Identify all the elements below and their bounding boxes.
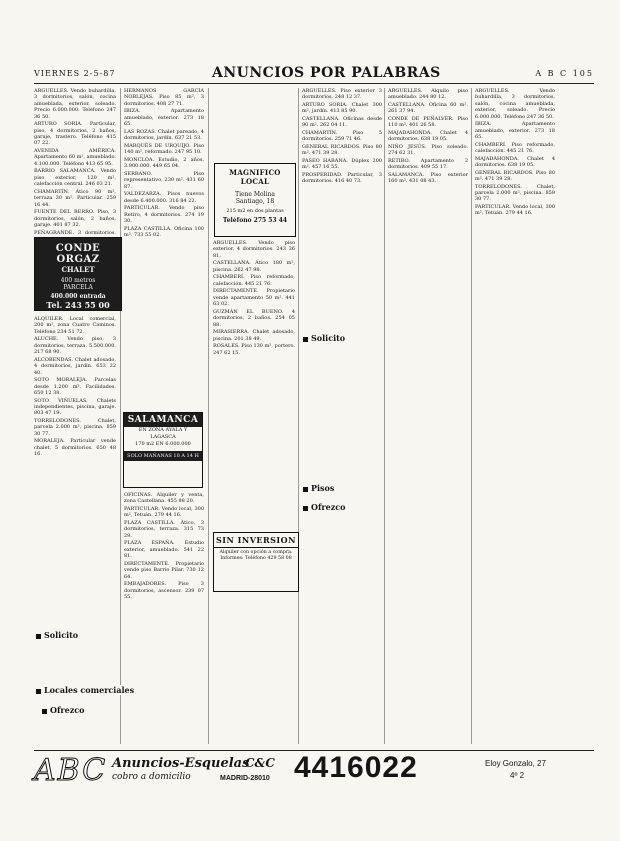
column-6 — [475, 88, 555, 744]
column-2-lower — [124, 492, 204, 744]
ad-line: Tiene Molina — [235, 191, 275, 198]
ad-title: SIN INVERSION — [214, 533, 298, 548]
ad-title: CONDE ORGAZ — [55, 243, 101, 265]
classified-ad: GUZMÁN EL BUENO. 4 dormitorios, 2 baños. 254 05 88. — [213, 308, 295, 328]
column-4 — [302, 88, 382, 744]
section-heading: Ofrezco — [42, 705, 84, 715]
square-bullet-icon — [36, 689, 41, 694]
ad-line: 215 m2 en dos plantas — [226, 208, 284, 214]
column-1-lower — [34, 316, 116, 744]
column-2 — [124, 88, 204, 408]
conde-orgaz-ad — [34, 237, 122, 311]
classified-ad: CASTELLANA. Oficinas desde 90 m². 262 04 11. — [302, 116, 382, 129]
square-bullet-icon — [42, 709, 47, 714]
classified-ad: ROSALES. Piso 130 m², portero. 247 62 15. — [213, 343, 295, 356]
footer-phone: 4416022 — [294, 751, 418, 784]
classified-ad: RETIRO. Apartamento 2 dormitorios. 409 55 17. — [388, 158, 468, 171]
column-1 — [34, 88, 116, 234]
classified-ad: ARTURO SORIA. Particular, piso, 4 dormitorios, 2 baños, garaje, trastero. Teléfono 415 07 22. — [34, 121, 116, 147]
ad-text: Alquiler con opción a compra. Informes: Teléfono 429 58 08 — [219, 550, 293, 561]
classified-ad: DIRECTAMENTE. Propietario vende piso Barrio Pilar. 730 12 64. — [124, 560, 204, 580]
square-bullet-icon — [303, 487, 308, 492]
classified-ad: ALQUILER. Local comercial, 200 m², zona Cuatro Caminos. Teléfono 234 51 72. — [34, 316, 116, 335]
classified-ad: ALCOBENDAS. Chalet adosado, 4 dormitorios, jardín. 653 22 40. — [34, 356, 116, 376]
classified-ad: CHAMARTÍN. Piso 5 dormitorios. 259 71 46. — [302, 130, 382, 143]
section-heading: Solicito — [36, 630, 78, 640]
classified-ad: AVENIDA AMÉRICA. Apartamento 60 m², amueblado. 4.100.000. Teléfono 413 65 95. — [34, 148, 116, 167]
ad-subtitle: CHALET — [61, 265, 95, 274]
section-heading: Solicito — [303, 333, 345, 343]
section-title: ANUNCIOS POR PALABRAS — [212, 65, 441, 81]
classified-ad: NIÑO JESÚS. Piso soleado. 274 62 31. — [388, 144, 468, 157]
classified-ad: ARGUELLES. Piso exterior 3 dormitorios. 248 12 37. — [302, 88, 382, 101]
classified-ad: IBIZA. Apartamento amueblado, exterior. 273 18 65. — [475, 121, 555, 141]
column-3 — [213, 240, 295, 526]
sin-inversion-ad — [213, 532, 299, 592]
classified-ad: CASTELLANA. Ático 180 m², piscina. 262 47 98. — [213, 260, 295, 273]
magnifico-local-ad — [214, 163, 296, 237]
classified-ad: PLAZA CASTILLA. Ático, 3 dormitorios, terraza. 315 73 29. — [124, 520, 204, 539]
classified-ad: MIRASIERRA. Chalet adosado, piscina. 201 38 49. — [213, 329, 295, 342]
section-heading: Pisos — [303, 483, 334, 493]
issue-date: VIERNES 2-5-87 — [34, 69, 116, 78]
footer-banner — [34, 750, 594, 787]
classified-ad: FUENTE DEL BERRO. Piso, 3 dormitorios, salón, 2 baños, garaje. 401 87 32. — [34, 209, 116, 229]
section-heading: Locales comerciales — [36, 685, 134, 695]
square-bullet-icon — [36, 634, 41, 639]
classified-ad: MAJADAHONDA. Chalet 4 dormitorios. 638 19 05. — [388, 130, 468, 143]
classified-ad: LAS ROZAS. Chalet pareado, 4 dormitorios, jardín. 637 21 53. — [124, 128, 204, 142]
classified-ad: PROSPERIDAD. Particular, 3 dormitorios. 416 40 73. — [302, 172, 382, 185]
classified-ad: CHAMBERÍ. Piso reformado, calefacción. 445 21 76. — [475, 141, 555, 155]
column-rule — [471, 88, 472, 744]
classified-ad: TORRELODONES. Chalet, parcela 2.000 m², piscina. 859 30 77. — [475, 183, 555, 203]
classified-ad: SOTO MORALEJA. Parcelas desde 1.200 m². Facilidades. 650 12 38. — [34, 377, 116, 397]
classified-ad: ARGUELLES. Alquilo piso amueblado. 244 80 12. — [388, 88, 468, 101]
footer-subline: cobro a domicilio — [112, 772, 191, 782]
classified-ad: MONCLOA. Estudio, 2 años. 3.900.000. 449 65 04. — [124, 156, 204, 170]
classified-ad: ARTURO SORIA. Chalet 300 m², jardín. 413 85 90. — [302, 102, 382, 115]
square-bullet-icon — [303, 337, 308, 342]
classified-ad: PARTICULAR. Vendo local, 300 m², Tetuán. 279 44 16. — [475, 204, 555, 217]
column-5 — [388, 88, 468, 744]
classified-ad: BARRIO SALAMANCA. Vendo piso exterior, 120 m², calefacción central. 246 03 21. — [34, 168, 116, 188]
classified-ad: OFICINAS. Alquiler y venta, zona Castellana. 455 88 20. — [124, 492, 204, 505]
ad-line: Santiago, 18 — [235, 198, 275, 205]
classified-ad: MAJADAHONDA. Chalet 4 dormitorios. 638 19 05. — [475, 155, 555, 169]
ad-line: LAGASCA — [150, 434, 176, 440]
ad-line: PARCELA — [63, 284, 93, 291]
classified-ad: DIRECTAMENTE. Propietario vende apartamento 50 m². 441 63 02. — [213, 288, 295, 308]
classified-ad: PARTICULAR. Vendo piso Retiro, 4 dormitorios. 274 19 30. — [124, 205, 204, 225]
classified-ad: ALUCHE. Vendo piso, 3 dormitorios, terraza. 5.500.000. 217 68 90. — [34, 336, 116, 356]
classified-ad: PEÑAGRANDE. 3 dormitorios, — [34, 229, 116, 234]
classified-ad: SALAMANCA. Piso exterior 160 m². 431 08 43. — [388, 172, 468, 185]
cc-logo: C&C — [245, 756, 275, 770]
footer-floor: 4º 2 — [510, 771, 525, 780]
classified-ad: VALDEZARZA. Pisos nuevos desde 6.400.000. 316 84 22. — [124, 191, 204, 204]
classified-ad: SERRANO. Piso representativo, 230 m². 431 60 87. — [124, 170, 204, 190]
ad-phone: Teléfono 275 53 44 — [222, 217, 288, 224]
column-rule — [120, 88, 121, 744]
abc-logo: ABC — [34, 753, 108, 788]
footer-headline: Anuncios-Esquelas — [112, 756, 250, 771]
column-rule — [384, 88, 385, 744]
classified-ad: CASTELLANA. Oficina 60 m². 261 37 94. — [388, 102, 468, 115]
section-heading: Ofrezco — [303, 502, 345, 512]
postal-code: MADRID-28010 — [220, 775, 270, 782]
square-bullet-icon — [303, 506, 308, 511]
classified-ad: ARGUELLES. Vendo buhardilla, 3 dormitorios, salón, cocina amueblada, exterior, soleado. Precio 6.000.000. Teléfono 247 36 50. — [34, 88, 116, 120]
classified-ad: IBIZA. Apartamento amueblado, exterior. 273 18 65. — [124, 108, 204, 128]
classified-ad: MORALEJA. Particular vende chalet, 5 dormitorios. 650 48 16. — [34, 438, 116, 458]
ad-title: MAGNIFICO LOCAL — [229, 168, 281, 186]
column-rule — [298, 88, 299, 744]
ad-line: 170 m2 EN 6.000.000 — [135, 441, 191, 447]
classified-ad: GENERAL RICARDOS. Piso 80 m². 471 39 28. — [302, 144, 382, 157]
classified-ad: CONDE DE PEÑALVER. Piso 110 m². 401 26 58. — [388, 116, 468, 129]
classified-ad: PASEO HABANA. Dúplex 200 m². 457 16 55. — [302, 158, 382, 171]
classified-ad: PARTICULAR. Vendo local, 300 m², Tetuán. 279 44 16. — [124, 506, 204, 519]
ad-line: 400 metros — [60, 277, 96, 284]
page-number: A B C 105 — [535, 69, 594, 78]
classified-ad: GENERAL RICARDOS. Piso 80 m². 471 39 28. — [475, 169, 555, 183]
ad-line: 400.000 entrada — [50, 293, 106, 300]
page-header — [34, 67, 594, 84]
classified-ad: TORRELODONES. Chalet, parcela 2.000 m², piscina. 859 30 77. — [34, 418, 116, 437]
classified-ad: EMBAJADORES. Piso 3 dormitorios, ascensor. 239 07 55. — [124, 581, 204, 601]
ad-phone: Tel. 243 55 00 — [46, 300, 110, 310]
classified-ad: CHAMBERÍ. Piso reformado, calefacción. 445 21 76. — [213, 274, 295, 287]
classified-ad: ARGUELLES. Vendo buhardilla, 3 dormitorios, salón, cocina amueblada, exterior, soleado. Precio 6.000.000. Teléfono 247 36 50. — [475, 88, 555, 120]
classified-ad: HERMANOS GARCÍA NOBLEJAS. Piso 85 m², 3 dormitorios. 408 27 71. — [124, 88, 204, 107]
ad-line: EN ZONA AYALA Y — [138, 427, 188, 433]
classified-ad: PLAZA ESPAÑA. Estudio exterior, amueblado. 541 22 81. — [124, 540, 204, 560]
classified-ad: PLAZA CASTILLA. Oficina 100 m². 733 55 02. — [124, 225, 204, 239]
column-rule — [208, 88, 209, 744]
ad-footer: SOLO MAÑANAS 10 A 14 H — [124, 451, 202, 461]
classified-ad: SOTO VIÑUELAS. Chalets independientes, piscina, garaje. 803 47 19. — [34, 397, 116, 417]
classified-ad: ARGUELLES. Vendo piso exterior, 4 dormitorios. 243 36 81. — [213, 240, 295, 259]
ad-title: SALAMANCA — [124, 413, 202, 427]
classified-ad: MARQUÉS DE URQUIJO. Piso 140 m², reformado. 247 95 10. — [124, 142, 204, 156]
salamanca-ad — [123, 412, 203, 488]
classified-ad: CHAMARTÍN. Ático 90 m², terraza 30 m². Particular. 259 16 44. — [34, 188, 116, 208]
footer-address: Eloy Gonzalo, 27 — [485, 759, 546, 768]
